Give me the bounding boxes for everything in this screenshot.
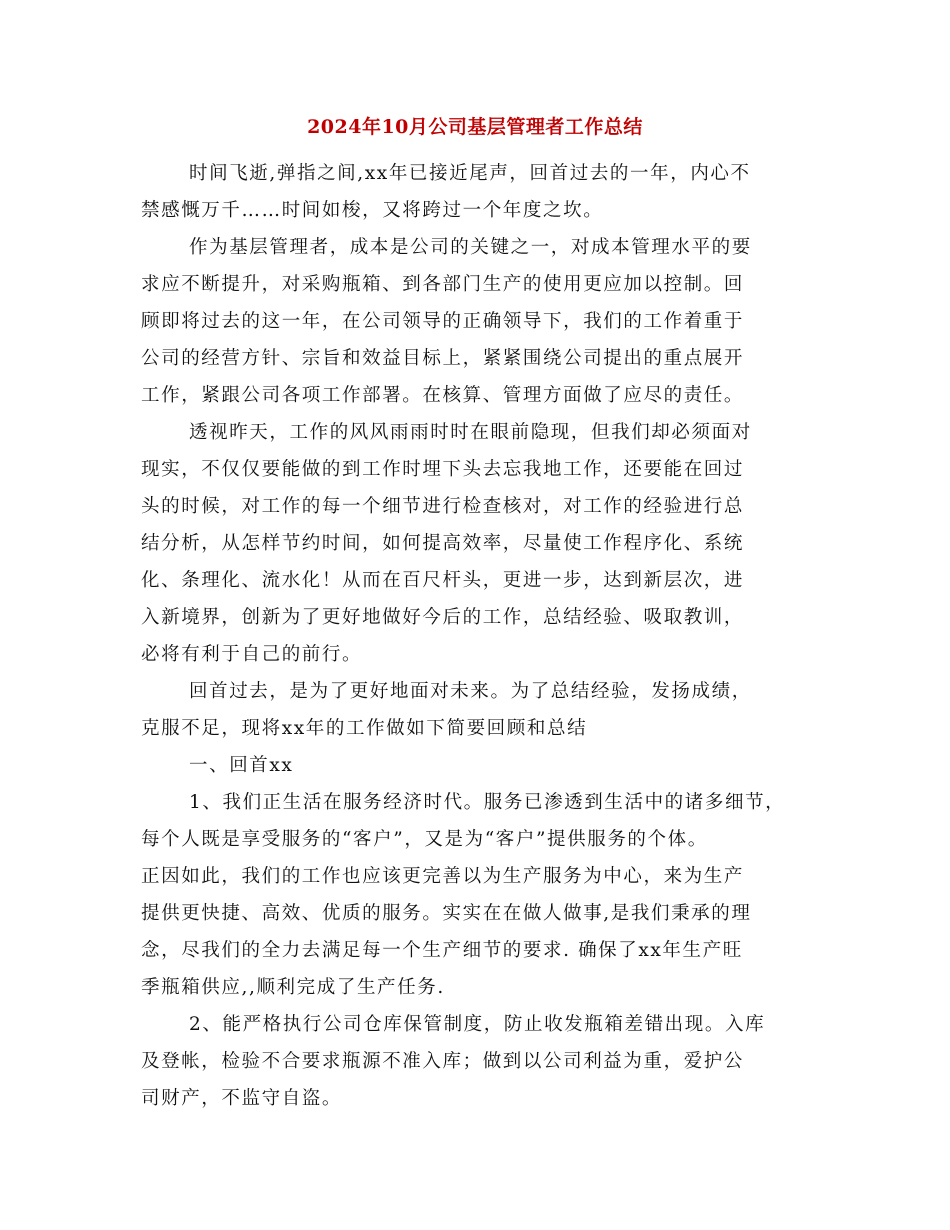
paragraph-line: 必将有利于自己的前行。: [141, 644, 363, 665]
paragraph-line: 提供更快捷、高效、优质的服务。实实在在做人做事,是我们秉承的理: [141, 903, 752, 924]
paragraph-line: 结分析，从怎样节约时间，如何提高效率，尽量使工作程序化、系统: [141, 533, 745, 554]
paragraph-line: 工作，紧跟公司各项工作部署。在核算、管理方面做了应尽的责任。: [141, 385, 745, 406]
paragraph-line: 禁感慨万千……时间如梭，又将跨过一个年度之坎。: [141, 200, 604, 221]
section-heading: 一、回首xx: [189, 755, 294, 776]
paragraph-line: 季瓶箱供应,,顺利完成了生产任务.: [141, 977, 445, 998]
paragraph-line: 及登帐，检验不合要求瓶源不准入库；做到以公司利益为重，爱护公: [141, 1051, 745, 1072]
paragraph-line: 入新境界，创新为了更好地做好今后的工作，总结经验、吸取教训，: [141, 607, 745, 628]
paragraph-line: 克服不足，现将xx年的工作做如下简要回顾和总结: [141, 718, 588, 739]
paragraph-line: 现实，不仅仅要能做的到工作时埋下头去忘我地工作，还要能在回过: [141, 459, 745, 480]
paragraph-line: 回首过去，是为了更好地面对未来。为了总结经验，发扬成绩，: [189, 681, 752, 702]
paragraph-line: 化、条理化、流水化！从而在百尺杆头，更进一步，达到新层次，进: [141, 570, 745, 591]
paragraph-line: 求应不断提升，对采购瓶箱、到各部门生产的使用更应加以控制。回: [141, 274, 745, 295]
paragraph-line: 公司的经营方针、宗旨和效益目标上，紧紧围绕公司提出的重点展开: [141, 348, 745, 369]
paragraph-line: 正因如此，我们的工作也应该更完善以为生产服务为中心，来为生产: [141, 866, 745, 887]
paragraph-line: 时间飞逝,弹指之间,xx年已接近尾声，回首过去的一年，内心不: [189, 163, 751, 184]
paragraph-line: 念，尽我们的全力去满足每一个生产细节的要求. 确保了xx年生产旺: [141, 940, 743, 961]
paragraph-line: 司财产，不监守自盗。: [141, 1088, 343, 1109]
paragraph-line: 作为基层管理者，成本是公司的关键之一，对成本管理水平的要: [189, 237, 752, 258]
paragraph-line: 顾即将过去的这一年，在公司领导的正确领导下，我们的工作着重于: [141, 311, 745, 332]
paragraph-line: 头的时候，对工作的每一个细节进行检查核对，对工作的经验进行总: [141, 496, 745, 517]
document-title: 2024年10月公司基层管理者工作总结: [307, 116, 643, 138]
paragraph-line: 透视昨天，工作的风风雨雨时时在眼前隐现，但我们却必须面对: [189, 422, 752, 443]
paragraph-line: 2、能严格执行公司仓库保管制度，防止收发瓶箱差错出现。入库: [189, 1014, 766, 1035]
paragraph-line: 1、我们正生活在服务经济时代。服务已渗透到生活中的诸多细节，: [189, 792, 786, 813]
paragraph-line: 每个人既是享受服务的“客户”，又是为“客户”提供服务的个体。: [141, 829, 708, 850]
